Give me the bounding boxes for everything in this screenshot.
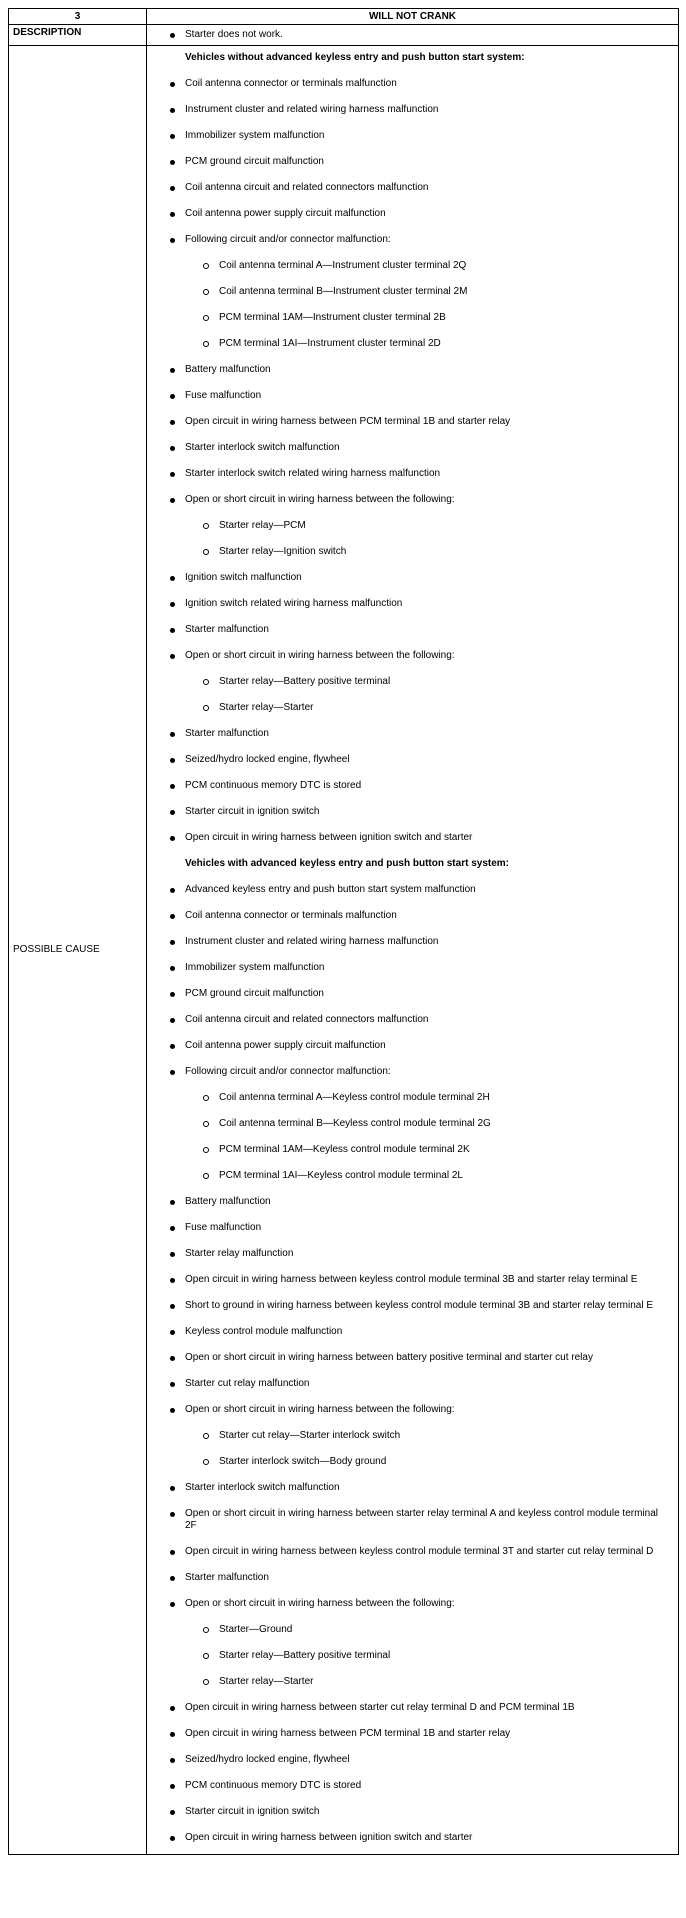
- circle-bullet-icon: [203, 1627, 209, 1633]
- cause-item: [147, 1776, 678, 1802]
- cause-subitem: [147, 1426, 678, 1452]
- bullet-icon: [170, 394, 175, 399]
- section-title: WILL NOT CRANK: [147, 9, 679, 25]
- cause-text: Starter interlock switch malfunction: [185, 442, 340, 453]
- cause-subitem: [147, 1646, 678, 1672]
- cause-text: Seized/hydro locked engine, flywheel: [185, 754, 350, 765]
- cause-item: [147, 1828, 678, 1854]
- cause-group-heading: [147, 48, 678, 74]
- cause-item: [147, 958, 678, 984]
- cause-text: Open circuit in wiring harness between ignition switch and starter: [185, 832, 473, 843]
- bullet-icon: [170, 836, 175, 841]
- cause-item: [147, 490, 678, 516]
- bullet-icon: [170, 108, 175, 113]
- circle-bullet-icon: [203, 1173, 209, 1179]
- cause-subitem: [147, 672, 678, 698]
- circle-bullet-icon: [203, 315, 209, 321]
- cause-text: Starter interlock switch—Body ground: [219, 1456, 387, 1467]
- cause-text: PCM terminal 1AM—Keyless control module terminal 2K: [219, 1144, 470, 1155]
- cause-text: Coil antenna terminal B—Instrument cluster terminal 2M: [219, 286, 468, 297]
- cause-subitem: [147, 698, 678, 724]
- bullet-icon: [170, 1382, 175, 1387]
- cause-item: [147, 1192, 678, 1218]
- bullet-icon: [170, 1252, 175, 1257]
- cause-item: [147, 1036, 678, 1062]
- cause-item: [147, 1218, 678, 1244]
- cause-subitem: [147, 334, 678, 360]
- cause-text: Open circuit in wiring harness between keyless control module terminal 3T and starter cut relay terminal D: [185, 1546, 654, 1557]
- bullet-icon: [170, 992, 175, 997]
- cause-subitem: [147, 1114, 678, 1140]
- cause-item: [147, 230, 678, 256]
- cause-item: [147, 1724, 678, 1750]
- cause-item: [147, 360, 678, 386]
- cause-item: [147, 568, 678, 594]
- cause-subitem: [147, 1088, 678, 1114]
- cause-text: Ignition switch malfunction: [185, 572, 302, 583]
- cause-text: Coil antenna terminal A—Keyless control module terminal 2H: [219, 1092, 490, 1103]
- cause-item: [147, 594, 678, 620]
- cause-text: Starter—Ground: [219, 1624, 293, 1635]
- bullet-icon: [170, 1550, 175, 1555]
- description-item: [147, 25, 678, 45]
- cause-text: PCM continuous memory DTC is stored: [185, 780, 362, 791]
- cause-text: Coil antenna connector or terminals malfunction: [185, 910, 397, 921]
- cause-item: [147, 1594, 678, 1620]
- bullet-icon: [170, 1810, 175, 1815]
- cause-subitem: [147, 1166, 678, 1192]
- bullet-icon: [170, 758, 175, 763]
- cause-item: [147, 178, 678, 204]
- cause-text: Battery malfunction: [185, 364, 271, 375]
- possible-cause-label: POSSIBLE CAUSE: [9, 46, 147, 1855]
- cause-text: PCM ground circuit malfunction: [185, 156, 324, 167]
- cause-item: [147, 1244, 678, 1270]
- description-row: [9, 25, 679, 46]
- bullet-icon: [170, 1784, 175, 1789]
- cause-item: [147, 802, 678, 828]
- diagnostic-table: [8, 8, 679, 1855]
- section-number: 3: [9, 9, 147, 25]
- bullet-icon: [170, 1018, 175, 1023]
- possible-cause-row: [9, 46, 679, 1855]
- cause-text: Instrument cluster and related wiring harness malfunction: [185, 104, 439, 115]
- cause-text: Instrument cluster and related wiring harness malfunction: [185, 936, 439, 947]
- cause-text: Coil antenna terminal A—Instrument cluster terminal 2Q: [219, 260, 467, 271]
- cause-item: [147, 1504, 678, 1542]
- cause-text: Ignition switch related wiring harness malfunction: [185, 598, 403, 609]
- bullet-icon: [170, 238, 175, 243]
- circle-bullet-icon: [203, 679, 209, 685]
- cause-text: Short to ground in wiring harness between keyless control module terminal 3B and starter relay terminal E: [185, 1300, 654, 1311]
- cause-item: [147, 1010, 678, 1036]
- bullet-icon: [170, 1706, 175, 1711]
- circle-bullet-icon: [203, 549, 209, 555]
- cause-text: Open circuit in wiring harness between ignition switch and starter: [185, 1832, 473, 1843]
- bullet-icon: [170, 1732, 175, 1737]
- cause-text: Starter relay—Starter: [219, 702, 314, 713]
- cause-text: Open circuit in wiring harness between PCM terminal 1B and starter relay: [185, 416, 511, 427]
- cause-item: [147, 464, 678, 490]
- cause-text: Seized/hydro locked engine, flywheel: [185, 1754, 350, 1765]
- circle-bullet-icon: [203, 1459, 209, 1465]
- cause-item: [147, 204, 678, 230]
- cause-text: Starter relay malfunction: [185, 1248, 294, 1259]
- circle-bullet-icon: [203, 705, 209, 711]
- cause-text: Open or short circuit in wiring harness between the following:: [185, 1404, 455, 1415]
- bullet-icon: [170, 966, 175, 971]
- cause-item: [147, 152, 678, 178]
- bullet-icon: [170, 498, 175, 503]
- cause-text: Fuse malfunction: [185, 390, 262, 401]
- cause-item: [147, 1296, 678, 1322]
- cause-text: Open or short circuit in wiring harness between the following:: [185, 650, 455, 661]
- cause-text: Starter interlock switch related wiring harness malfunction: [185, 468, 441, 479]
- cause-text: Starter circuit in ignition switch: [185, 806, 320, 817]
- cause-subitem: [147, 1620, 678, 1646]
- cause-text: Coil antenna circuit and related connectors malfunction: [185, 182, 429, 193]
- bullet-icon: [170, 1304, 175, 1309]
- cause-item: [147, 776, 678, 802]
- circle-bullet-icon: [203, 341, 209, 347]
- cause-item: [147, 984, 678, 1010]
- cause-item: [147, 438, 678, 464]
- bullet-icon: [170, 1200, 175, 1205]
- cause-text: Starter interlock switch malfunction: [185, 1482, 340, 1493]
- cause-item: [147, 1698, 678, 1724]
- circle-bullet-icon: [203, 1679, 209, 1685]
- bullet-icon: [170, 602, 175, 607]
- cause-text: Open or short circuit in wiring harness between battery positive terminal and starter cut relay: [185, 1352, 593, 1363]
- cause-text: Coil antenna power supply circuit malfunction: [185, 208, 386, 219]
- description-cell: [147, 25, 679, 46]
- cause-list: [147, 46, 678, 1854]
- circle-bullet-icon: [203, 263, 209, 269]
- cause-item: [147, 750, 678, 776]
- cause-text: Vehicles without advanced keyless entry and push button start system:: [185, 52, 525, 63]
- bullet-icon: [170, 940, 175, 945]
- cause-text: Starter relay—Starter: [219, 1676, 314, 1687]
- bullet-icon: [170, 1758, 175, 1763]
- cause-text: PCM terminal 1AM—Instrument cluster terminal 2B: [219, 312, 446, 323]
- cause-text: Open or short circuit in wiring harness between starter relay terminal A and keyless control module terminal 2F: [185, 1508, 658, 1531]
- cause-text: Open circuit in wiring harness between keyless control module terminal 3B and starter relay terminal E: [185, 1274, 638, 1285]
- cause-text: PCM continuous memory DTC is stored: [185, 1780, 362, 1791]
- bullet-icon: [170, 784, 175, 789]
- cause-item: [147, 828, 678, 854]
- cause-subitem: [147, 256, 678, 282]
- bullet-icon: [170, 33, 175, 38]
- cause-text: Open circuit in wiring harness between starter cut relay terminal D and PCM terminal 1B: [185, 1702, 575, 1713]
- bullet-icon: [170, 1512, 175, 1517]
- bullet-icon: [170, 160, 175, 165]
- cause-text: Starter relay—Battery positive terminal: [219, 1650, 391, 1661]
- cause-item: [147, 1062, 678, 1088]
- cause-text: Following circuit and/or connector malfunction:: [185, 234, 391, 245]
- circle-bullet-icon: [203, 1147, 209, 1153]
- circle-bullet-icon: [203, 523, 209, 529]
- cause-item: [147, 906, 678, 932]
- cause-item: [147, 724, 678, 750]
- cause-text: Starter circuit in ignition switch: [185, 1806, 320, 1817]
- cause-item: [147, 646, 678, 672]
- cause-item: [147, 100, 678, 126]
- bullet-icon: [170, 1576, 175, 1581]
- bullet-icon: [170, 1486, 175, 1491]
- bullet-icon: [170, 914, 175, 919]
- cause-text: PCM terminal 1AI—Instrument cluster terminal 2D: [219, 338, 441, 349]
- cause-item: [147, 386, 678, 412]
- cause-item: [147, 1542, 678, 1568]
- cause-item: [147, 932, 678, 958]
- cause-text: Coil antenna connector or terminals malfunction: [185, 78, 397, 89]
- circle-bullet-icon: [203, 1121, 209, 1127]
- bullet-icon: [170, 576, 175, 581]
- bullet-icon: [170, 134, 175, 139]
- possible-cause-cell: [147, 46, 679, 1855]
- cause-item: [147, 880, 678, 906]
- cause-text: Starter relay—PCM: [219, 520, 306, 531]
- bullet-icon: [170, 1330, 175, 1335]
- cause-subitem: [147, 542, 678, 568]
- cause-text: Fuse malfunction: [185, 1222, 262, 1233]
- cause-item: [147, 1322, 678, 1348]
- cause-text: Battery malfunction: [185, 1196, 271, 1207]
- cause-item: [147, 74, 678, 100]
- cause-text: Starter malfunction: [185, 624, 269, 635]
- cause-item: [147, 412, 678, 438]
- bullet-icon: [170, 368, 175, 373]
- cause-text: Starter relay—Battery positive terminal: [219, 676, 391, 687]
- cause-text: Starter malfunction: [185, 728, 269, 739]
- cause-text: Vehicles with advanced keyless entry and push button start system:: [185, 858, 509, 869]
- cause-text: PCM terminal 1AI—Keyless control module terminal 2L: [219, 1170, 463, 1181]
- bullet-icon: [170, 810, 175, 815]
- bullet-icon: [170, 1226, 175, 1231]
- bullet-icon: [170, 732, 175, 737]
- cause-subitem: [147, 1672, 678, 1698]
- description-text: Starter does not work.: [185, 29, 283, 40]
- cause-text: PCM ground circuit malfunction: [185, 988, 324, 999]
- cause-item: [147, 1374, 678, 1400]
- bullet-icon: [170, 420, 175, 425]
- cause-text: Keyless control module malfunction: [185, 1326, 343, 1337]
- bullet-icon: [170, 888, 175, 893]
- description-label: DESCRIPTION: [9, 25, 147, 46]
- cause-item: [147, 620, 678, 646]
- bullet-icon: [170, 1836, 175, 1841]
- cause-text: Starter relay—Ignition switch: [219, 546, 347, 557]
- cause-text: Starter malfunction: [185, 1572, 269, 1583]
- cause-text: Immobilizer system malfunction: [185, 130, 325, 141]
- bullet-icon: [170, 212, 175, 217]
- cause-text: Starter cut relay—Starter interlock switch: [219, 1430, 401, 1441]
- bullet-icon: [170, 1070, 175, 1075]
- cause-subitem: [147, 1140, 678, 1166]
- cause-text: Following circuit and/or connector malfunction:: [185, 1066, 391, 1077]
- cause-item: [147, 1270, 678, 1296]
- bullet-icon: [170, 1044, 175, 1049]
- cause-text: Advanced keyless entry and push button start system malfunction: [185, 884, 476, 895]
- cause-text: Open circuit in wiring harness between PCM terminal 1B and starter relay: [185, 1728, 511, 1739]
- cause-subitem: [147, 282, 678, 308]
- circle-bullet-icon: [203, 1653, 209, 1659]
- bullet-icon: [170, 628, 175, 633]
- cause-text: Immobilizer system malfunction: [185, 962, 325, 973]
- cause-item: [147, 126, 678, 152]
- cause-item: [147, 1750, 678, 1776]
- cause-subitem: [147, 308, 678, 334]
- cause-text: Starter cut relay malfunction: [185, 1378, 310, 1389]
- cause-text: Open or short circuit in wiring harness between the following:: [185, 1598, 455, 1609]
- circle-bullet-icon: [203, 1433, 209, 1439]
- bullet-icon: [170, 654, 175, 659]
- cause-item: [147, 1400, 678, 1426]
- bullet-icon: [170, 472, 175, 477]
- cause-group-heading: [147, 854, 678, 880]
- cause-text: Coil antenna circuit and related connectors malfunction: [185, 1014, 429, 1025]
- cause-item: [147, 1568, 678, 1594]
- bullet-icon: [170, 1278, 175, 1283]
- bullet-icon: [170, 82, 175, 87]
- circle-bullet-icon: [203, 1095, 209, 1101]
- cause-text: Coil antenna power supply circuit malfunction: [185, 1040, 386, 1051]
- cause-text: Open or short circuit in wiring harness between the following:: [185, 494, 455, 505]
- bullet-icon: [170, 446, 175, 451]
- bullet-icon: [170, 186, 175, 191]
- cause-subitem: [147, 1452, 678, 1478]
- cause-text: Coil antenna terminal B—Keyless control module terminal 2G: [219, 1118, 491, 1129]
- cause-subitem: [147, 516, 678, 542]
- bullet-icon: [170, 1602, 175, 1607]
- cause-item: [147, 1348, 678, 1374]
- bullet-icon: [170, 1356, 175, 1361]
- cause-item: [147, 1478, 678, 1504]
- header-row: [9, 9, 679, 25]
- bullet-icon: [170, 1408, 175, 1413]
- cause-item: [147, 1802, 678, 1828]
- circle-bullet-icon: [203, 289, 209, 295]
